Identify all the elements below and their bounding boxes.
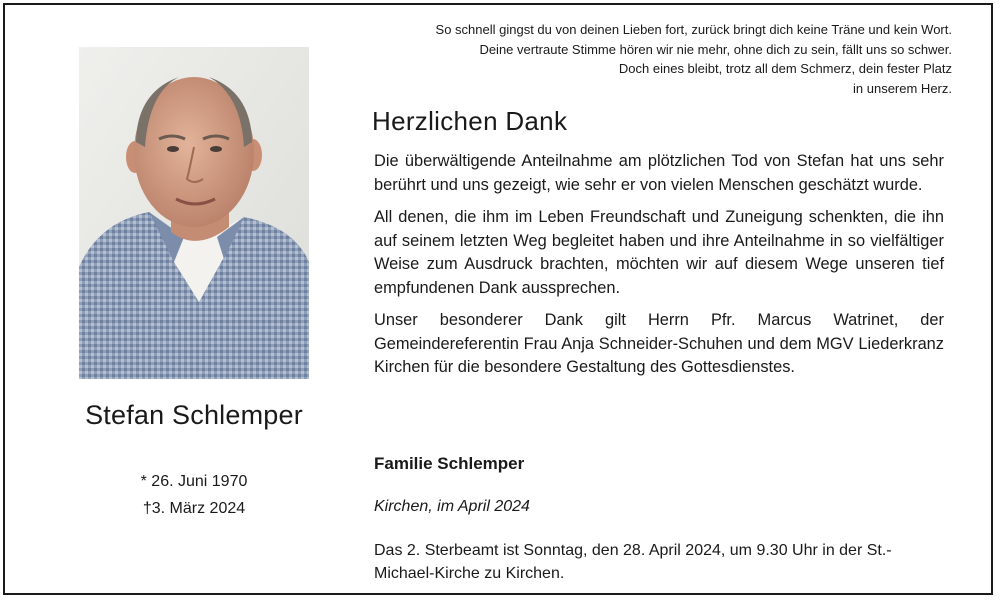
death-date: †3. März 2024 (142, 500, 246, 517)
deceased-name: Stefan Schlemper (85, 400, 303, 430)
notice-paragraph: All denen, die ihm im Leben Freundschaft und Zuneigung schenkten, die ihn auf seinem letzten Weg begleitet haben und ihre Anteilnahme in so vielfältiger Weise zum Ausdruck brachten, möchten wir auf diesem Wege unseren tief empfundenen Dank aussprechen. (374, 208, 944, 297)
poem-line-3: Doch eines bleibt, trotz all dem Schmerz, dein fester Platz (618, 61, 952, 76)
place-date: Kirchen, im April 2024 (374, 498, 530, 515)
service-announcement: Das 2. Sterbeamt ist Sonntag, den 28. April 2024, um 9.30 Uhr in der St.-Michael-Kirche zu Kirchen. (374, 542, 892, 582)
notice-paragraph: Die überwältigende Anteilnahme am plötzlichen Tod von Stefan hat uns sehr berührt und uns gezeigt, wie sehr er von vielen Menschen geschätzt wurde. (374, 152, 944, 194)
notice-title: Herzlichen Dank (372, 106, 568, 136)
birth-date: * 26. Juni 1970 (140, 473, 248, 490)
life-dates (60, 468, 328, 522)
notice-body (374, 150, 944, 389)
family-signature: Familie Schlemper (374, 454, 525, 473)
poem-line-4: in unserem Herz. (853, 80, 952, 96)
poem (352, 20, 952, 98)
notice-paragraph: Unser besonderer Dank gilt Herrn Pfr. Marcus Watrinet, der Gemeindereferentin Frau Anja Schneider-Schuhen und dem MGV Liederkranz Kirchen für die besondere Gestaltung des Gottesdienstes. (374, 311, 944, 376)
poem-line-1: So schnell gingst du von deinen Lieben fort, zurück bringt dich keine Träne und kein Wort. (435, 22, 952, 37)
poem-line-2: Deine vertraute Stimme hören wir nie mehr, ohne dich zu sein, fällt uns so schwer. (479, 41, 952, 57)
portrait-photo (79, 47, 309, 379)
